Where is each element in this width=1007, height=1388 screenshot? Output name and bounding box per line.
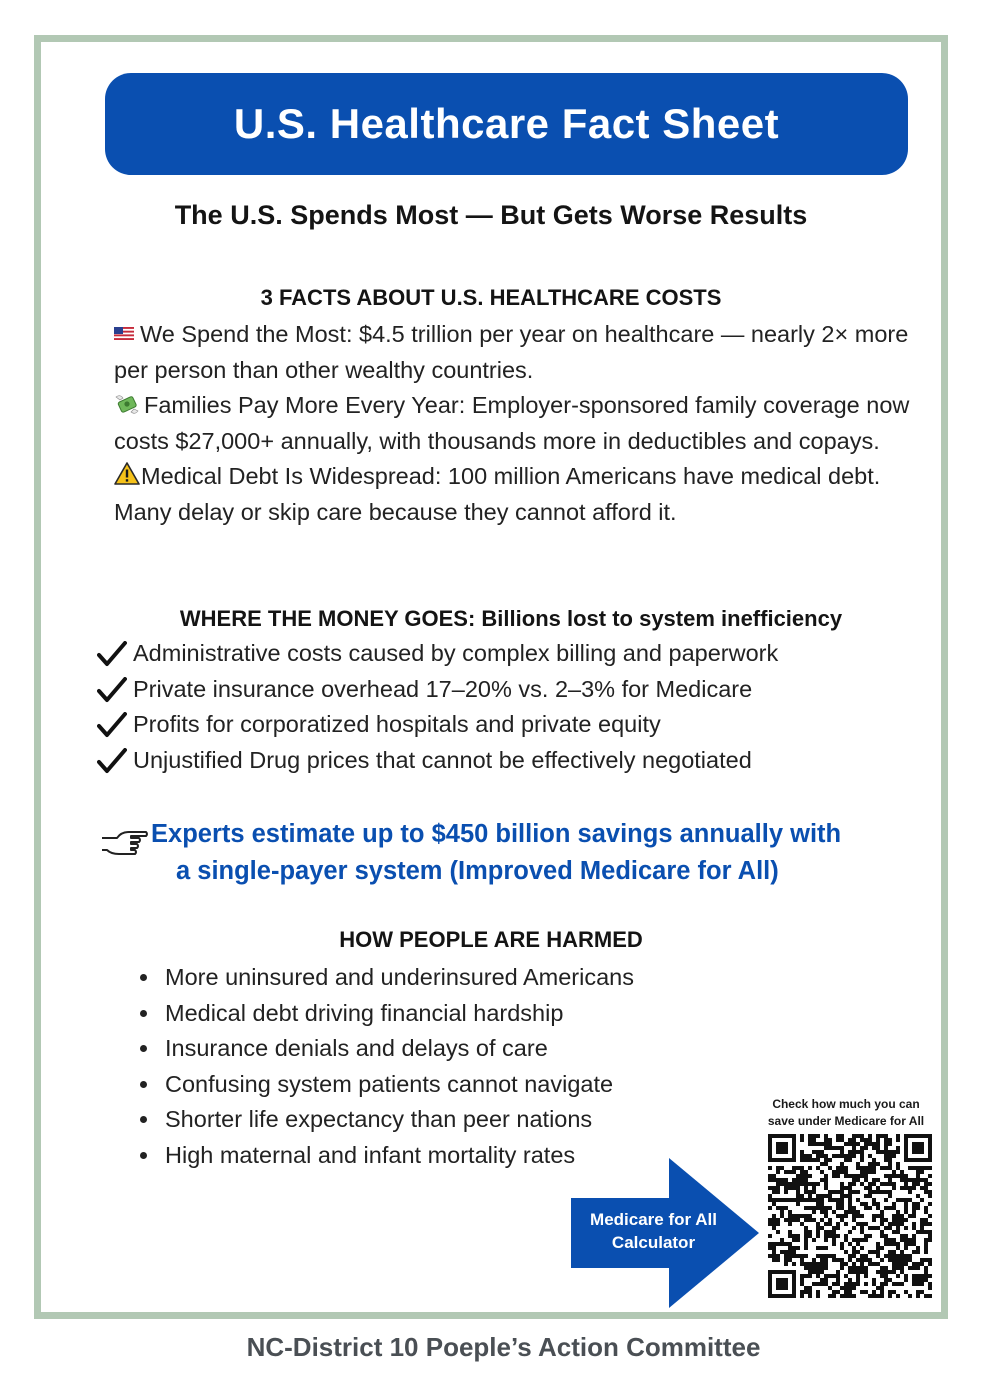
checkmark-icon: [97, 677, 127, 703]
harm-list: [133, 960, 801, 1174]
calculator-arrow-label[interactable]: [571, 1208, 736, 1254]
qr-caption: [756, 1096, 936, 1130]
subtitle: The U.S. Spends Most — But Gets Worse Results: [174, 200, 808, 230]
qr-code-icon[interactable]: [768, 1134, 932, 1298]
checkmark-icon: [97, 641, 127, 667]
savings-callout: [151, 816, 931, 890]
qr-caption-line-1: Check how much you can: [772, 1097, 920, 1111]
list-item: • High maternal and infant mortality rates: [161, 1138, 801, 1174]
qr-finder-pattern: [904, 1134, 932, 1162]
fact-families-pay: [114, 388, 914, 459]
list-item-text: Administrative costs caused by complex billing and paperwork: [133, 640, 779, 666]
title-banner: [105, 73, 908, 175]
list-item-text: Profits for corporatized hospitals and private equity: [133, 711, 661, 738]
money-with-wings-icon: [114, 391, 140, 417]
money-list: [97, 636, 917, 779]
qr-caption-line-2: save under Medicare for All: [767, 1114, 925, 1128]
costs-heading: 3 FACTS ABOUT U.S. HEALTHCARE COSTS: [260, 285, 722, 310]
pointing-hand-icon: [99, 826, 149, 860]
costs-facts: [114, 317, 914, 530]
fact-text: Families Pay More Every Year: Employer-sponsored family coverage now costs $27,000+ annually, with thousands more in deductibles and copays.: [114, 392, 910, 454]
money-heading: WHERE THE MONEY GOES: Billions lost to system inefficiency: [179, 606, 843, 631]
list-item-text: Unjustified Drug prices that cannot be effectively negotiated: [133, 747, 752, 774]
list-item: • More uninsured and underinsured Americans: [161, 960, 801, 996]
callout-line-2: a single-payer system (Improved Medicare for All): [176, 857, 779, 885]
list-item: • Shorter life expectancy than peer nations: [161, 1102, 801, 1138]
arrow-line-2: Calculator: [611, 1233, 696, 1252]
arrow-line-1: Medicare for All: [590, 1210, 717, 1229]
harm-heading: HOW PEOPLE ARE HARMED: [339, 927, 643, 952]
qr-finder-pattern: [768, 1270, 796, 1298]
page-title: U.S. Healthcare Fact Sheet: [233, 100, 780, 147]
list-item: [97, 743, 917, 779]
list-item-text: Private insurance overhead 17–20% vs. 2–3% for Medicare: [133, 675, 753, 702]
fact-sheet-frame: [34, 35, 948, 1319]
checkmark-icon: [97, 748, 127, 774]
list-item: • Insurance denials and delays of care: [161, 1031, 801, 1067]
fact-text: We Spend the Most: $4.5 trillion per year on healthcare — nearly 2× more per person than other wealthy countries.: [114, 321, 909, 383]
fact-text: Medical Debt Is Widespread: 100 million Americans have medical debt. Many delay or skip care because they cannot afford it.: [114, 463, 881, 525]
callout-line-1: Experts estimate up to $450 billion savings annually with: [151, 820, 842, 848]
us-flag-icon: [114, 327, 134, 340]
list-item: [97, 672, 917, 708]
list-item: • Confusing system patients cannot navigate: [161, 1067, 801, 1103]
fact-spend-most: [114, 317, 914, 388]
footer-organization: NC-District 10 Poeple’s Action Committee: [246, 1332, 761, 1362]
checkmark-icon: [97, 712, 127, 738]
list-item: • Medical debt driving financial hardship: [161, 996, 801, 1032]
fact-medical-debt: [114, 459, 914, 530]
list-item: [97, 636, 917, 672]
list-item: [97, 707, 917, 743]
warning-icon: [114, 462, 140, 485]
qr-finder-pattern: [768, 1134, 796, 1162]
